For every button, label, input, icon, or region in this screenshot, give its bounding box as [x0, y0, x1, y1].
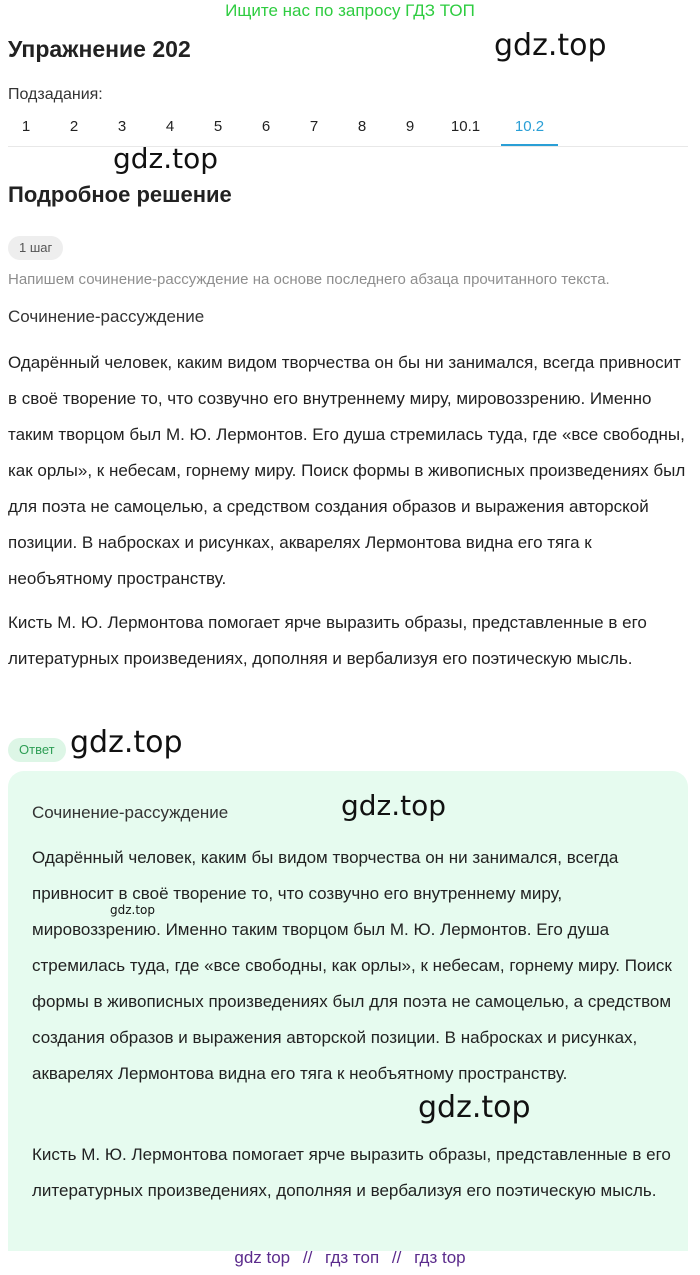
footer-links [0, 1248, 700, 1268]
answer-paragraph-2: Кисть М. Ю. Лермонтова помогает ярче выразить образы, представленные в его литературных произведениях, дополняя и вербализуя его поэтическую мысль. [32, 1145, 671, 1200]
subtask-tab-7[interactable]: 7 [309, 118, 319, 135]
footer-link-gdz-top-mixed[interactable]: гдз top [414, 1248, 466, 1267]
answer-heading: Сочинение-рассуждение [32, 803, 229, 822]
footer-link-gdz-top[interactable]: gdz top [234, 1248, 291, 1267]
subtask-tab-3[interactable]: 3 [117, 118, 127, 135]
footer-separator: // [391, 1248, 402, 1267]
subtask-tab-5[interactable]: 5 [213, 118, 223, 135]
solution-paragraph-2: Кисть М. Ю. Лермонтова помогает ярче выразить образы, представленные в его литературных произведениях, дополняя и вербализуя его поэтическую мысль. [8, 613, 647, 668]
answer-badge: Ответ [8, 738, 66, 762]
detailed-solution-title: Подробное решение [8, 182, 232, 207]
step-hint: Напишем сочинение-рассуждение на основе последнего абзаца прочитанного текста. [8, 271, 610, 288]
subtask-tab-2[interactable]: 2 [69, 118, 79, 135]
subtasks-label: Подзадания: [8, 86, 103, 103]
subtask-tab-6[interactable]: 6 [261, 118, 271, 135]
subtask-tab-10-2[interactable]: 10.2 [501, 108, 558, 146]
subtask-tab-8[interactable]: 8 [357, 118, 367, 135]
watermark-logo: gdz.top [113, 142, 219, 175]
watermark-logo: gdz.top [494, 28, 607, 63]
subtask-tab-10-1[interactable]: 10.1 [450, 118, 481, 135]
subtask-tab-4[interactable]: 4 [165, 118, 175, 135]
subtask-tab-1[interactable]: 1 [21, 118, 31, 135]
watermark-logo: gdz.top [418, 1090, 531, 1125]
solution-paragraph-1: Одарённый человек, каким видом творчества он бы ни занимался, всегда привносит в своё творение то, что созвучно его внутреннему миру, мировоззрению. Именно таким творцом был М. Ю. Лермонтов. Его душа стремилась туда, где «все свободны, как орлы», к небесам, горнему миру. Поиск формы в живописных произведениях был для поэта не самоцелью, а средством создания образов и выражения авторской позиции. В набросках и рисунках, акварелях Лермонтова видна его тяга к необъятному пространству. [8, 353, 686, 588]
top-search-banner[interactable]: Ищите нас по запросу ГДЗ ТОП [225, 1, 475, 20]
exercise-title: Упражнение 202 [8, 36, 191, 62]
watermark-logo: gdz.top [341, 789, 447, 822]
subtasks-tabs [0, 108, 558, 146]
watermark-logo: gdz.top [110, 903, 156, 917]
step-badge: 1 шаг [8, 236, 63, 260]
solution-heading: Сочинение-рассуждение [8, 307, 205, 326]
watermark-logo: gdz.top [70, 725, 183, 760]
subtask-tab-9[interactable]: 9 [405, 118, 415, 135]
answer-paragraph-1: Одарённый человек, каким бы видом творчества он ни занимался, всегда привносит в своё творение то, что созвучно его внутреннему миру, мировоззрению. Именно таким творцом был М. Ю. Лермонтов. Его душа стремилась туда, где «все свободны, как орлы», к небесам, горнему миру. Поиск формы в живописных произведениях был для поэта не самоцелью, а средством создания образов и выражения авторской позиции. В набросках и рисунках, акварелях Лермонтова видна его тяга к необъятному пространству. [32, 848, 672, 1083]
subtasks-divider [8, 146, 688, 147]
footer-link-gdz-top-ru[interactable]: гдз топ [325, 1248, 380, 1267]
footer-separator: // [302, 1248, 313, 1267]
